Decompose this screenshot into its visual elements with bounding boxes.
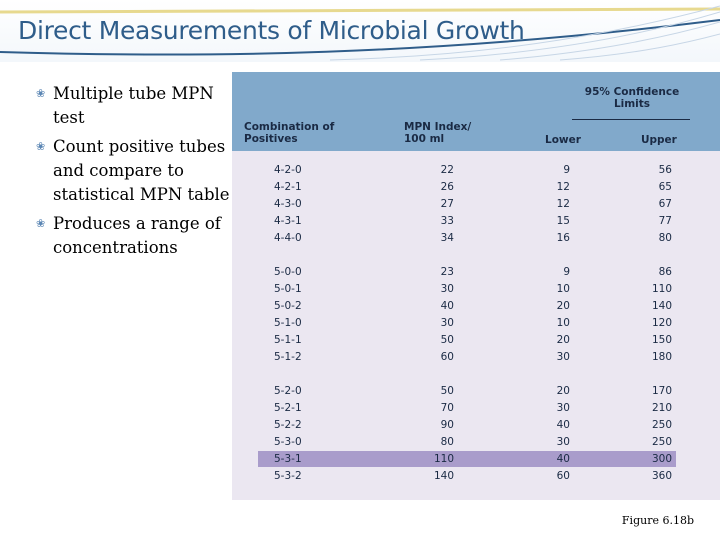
cell-upper-limit: 67 xyxy=(658,198,672,210)
cell-upper-limit: 86 xyxy=(658,266,672,278)
header-mpn-index: MPN Index/ 100 ml xyxy=(404,121,472,145)
cell-upper-limit: 250 xyxy=(651,436,672,448)
table-row xyxy=(232,451,720,468)
cell-upper-limit: 77 xyxy=(658,215,672,227)
cell-upper-limit: 170 xyxy=(651,385,672,397)
cell-upper-limit: 250 xyxy=(651,419,672,431)
cell-lower-limit: 9 xyxy=(563,164,570,176)
cell-upper-limit: 140 xyxy=(651,300,672,312)
cell-mpn-index: 22 xyxy=(440,164,454,176)
cell-mpn-index: 40 xyxy=(440,300,454,312)
cell-combination: 5-2-2 xyxy=(274,419,302,431)
cell-mpn-index: 34 xyxy=(440,232,454,244)
cell-mpn-index: 30 xyxy=(440,283,454,295)
cell-mpn-index: 26 xyxy=(440,181,454,193)
cell-combination: 5-0-1 xyxy=(274,283,302,295)
table-row xyxy=(232,315,720,332)
table-row xyxy=(232,162,720,179)
table-row xyxy=(232,230,720,247)
table-row xyxy=(232,383,720,400)
cell-combination: 5-2-0 xyxy=(274,385,302,397)
cell-upper-limit: 110 xyxy=(651,283,672,295)
ornament-bullet-icon: ❀ xyxy=(36,217,46,230)
cell-combination: 5-3-0 xyxy=(274,436,302,448)
table-row xyxy=(232,434,720,451)
header-lower: Lower xyxy=(545,134,581,146)
cell-combination: 4-2-0 xyxy=(274,164,302,176)
cell-lower-limit: 20 xyxy=(556,385,570,397)
bullet-item xyxy=(36,212,232,260)
cell-mpn-index: 90 xyxy=(440,419,454,431)
cell-combination: 5-0-0 xyxy=(274,266,302,278)
bullet-text: Multiple tube MPN test xyxy=(53,84,214,127)
bullet-text: Produces a range of concentrations xyxy=(53,214,221,257)
cell-lower-limit: 12 xyxy=(556,181,570,193)
cell-upper-limit: 120 xyxy=(651,317,672,329)
mpn-table-figure xyxy=(232,72,720,500)
table-row xyxy=(232,417,720,434)
cell-mpn-index: 70 xyxy=(440,402,454,414)
cell-mpn-index: 60 xyxy=(440,351,454,363)
cell-combination: 5-3-1 xyxy=(274,453,302,465)
cell-combination: 5-1-2 xyxy=(274,351,302,363)
cell-lower-limit: 15 xyxy=(556,215,570,227)
cell-upper-limit: 180 xyxy=(651,351,672,363)
cell-combination: 4-3-1 xyxy=(274,215,302,227)
slide-title: Direct Measurements of Microbial Growth xyxy=(18,16,525,45)
cell-mpn-index: 27 xyxy=(440,198,454,210)
cell-mpn-index: 50 xyxy=(440,334,454,346)
table-row xyxy=(232,332,720,349)
cell-mpn-index: 110 xyxy=(433,453,454,465)
table-row xyxy=(232,264,720,281)
table-row xyxy=(232,281,720,298)
table-row xyxy=(232,298,720,315)
cell-lower-limit: 20 xyxy=(556,334,570,346)
figure-caption: Figure 6.18b xyxy=(621,514,694,527)
cell-upper-limit: 360 xyxy=(651,470,672,482)
cell-upper-limit: 300 xyxy=(651,453,672,465)
cell-combination: 4-3-0 xyxy=(274,198,302,210)
table-row xyxy=(232,179,720,196)
cell-mpn-index: 33 xyxy=(440,215,454,227)
slide-header xyxy=(0,0,720,62)
cell-combination: 5-0-2 xyxy=(274,300,302,312)
cell-upper-limit: 56 xyxy=(658,164,672,176)
cell-mpn-index: 50 xyxy=(440,385,454,397)
table-row xyxy=(232,400,720,417)
cell-lower-limit: 12 xyxy=(556,198,570,210)
bullet-item xyxy=(36,135,232,207)
header-confidence-limits: 95% Confidence Limits xyxy=(584,86,680,110)
table-header xyxy=(232,72,720,151)
cell-combination: 5-3-2 xyxy=(274,470,302,482)
ornament-bullet-icon: ❀ xyxy=(36,87,46,100)
header-upper: Upper xyxy=(641,134,677,146)
cell-mpn-index: 23 xyxy=(440,266,454,278)
header-rule xyxy=(572,119,690,120)
cell-lower-limit: 20 xyxy=(556,300,570,312)
cell-upper-limit: 210 xyxy=(651,402,672,414)
bullet-list xyxy=(36,82,232,265)
cell-upper-limit: 80 xyxy=(658,232,672,244)
cell-upper-limit: 65 xyxy=(658,181,672,193)
cell-lower-limit: 30 xyxy=(556,436,570,448)
cell-mpn-index: 80 xyxy=(440,436,454,448)
header-combination: Combination of Positives xyxy=(244,121,335,145)
cell-lower-limit: 40 xyxy=(556,453,570,465)
table-row xyxy=(232,468,720,485)
cell-lower-limit: 10 xyxy=(556,283,570,295)
table-row xyxy=(232,349,720,366)
cell-lower-limit: 40 xyxy=(556,419,570,431)
bullet-item xyxy=(36,82,232,130)
cell-lower-limit: 60 xyxy=(556,470,570,482)
cell-combination: 5-1-1 xyxy=(274,334,302,346)
cell-lower-limit: 30 xyxy=(556,402,570,414)
cell-upper-limit: 150 xyxy=(651,334,672,346)
cell-lower-limit: 30 xyxy=(556,351,570,363)
ornament-bullet-icon: ❀ xyxy=(36,140,46,153)
table-row xyxy=(232,196,720,213)
cell-lower-limit: 10 xyxy=(556,317,570,329)
bullet-text: Count positive tubes and compare to statistical MPN table xyxy=(53,137,230,204)
cell-combination: 4-4-0 xyxy=(274,232,302,244)
cell-mpn-index: 30 xyxy=(440,317,454,329)
cell-lower-limit: 9 xyxy=(563,266,570,278)
cell-combination: 4-2-1 xyxy=(274,181,302,193)
cell-combination: 5-2-1 xyxy=(274,402,302,414)
cell-mpn-index: 140 xyxy=(433,470,454,482)
table-row xyxy=(232,213,720,230)
cell-lower-limit: 16 xyxy=(556,232,570,244)
cell-combination: 5-1-0 xyxy=(274,317,302,329)
